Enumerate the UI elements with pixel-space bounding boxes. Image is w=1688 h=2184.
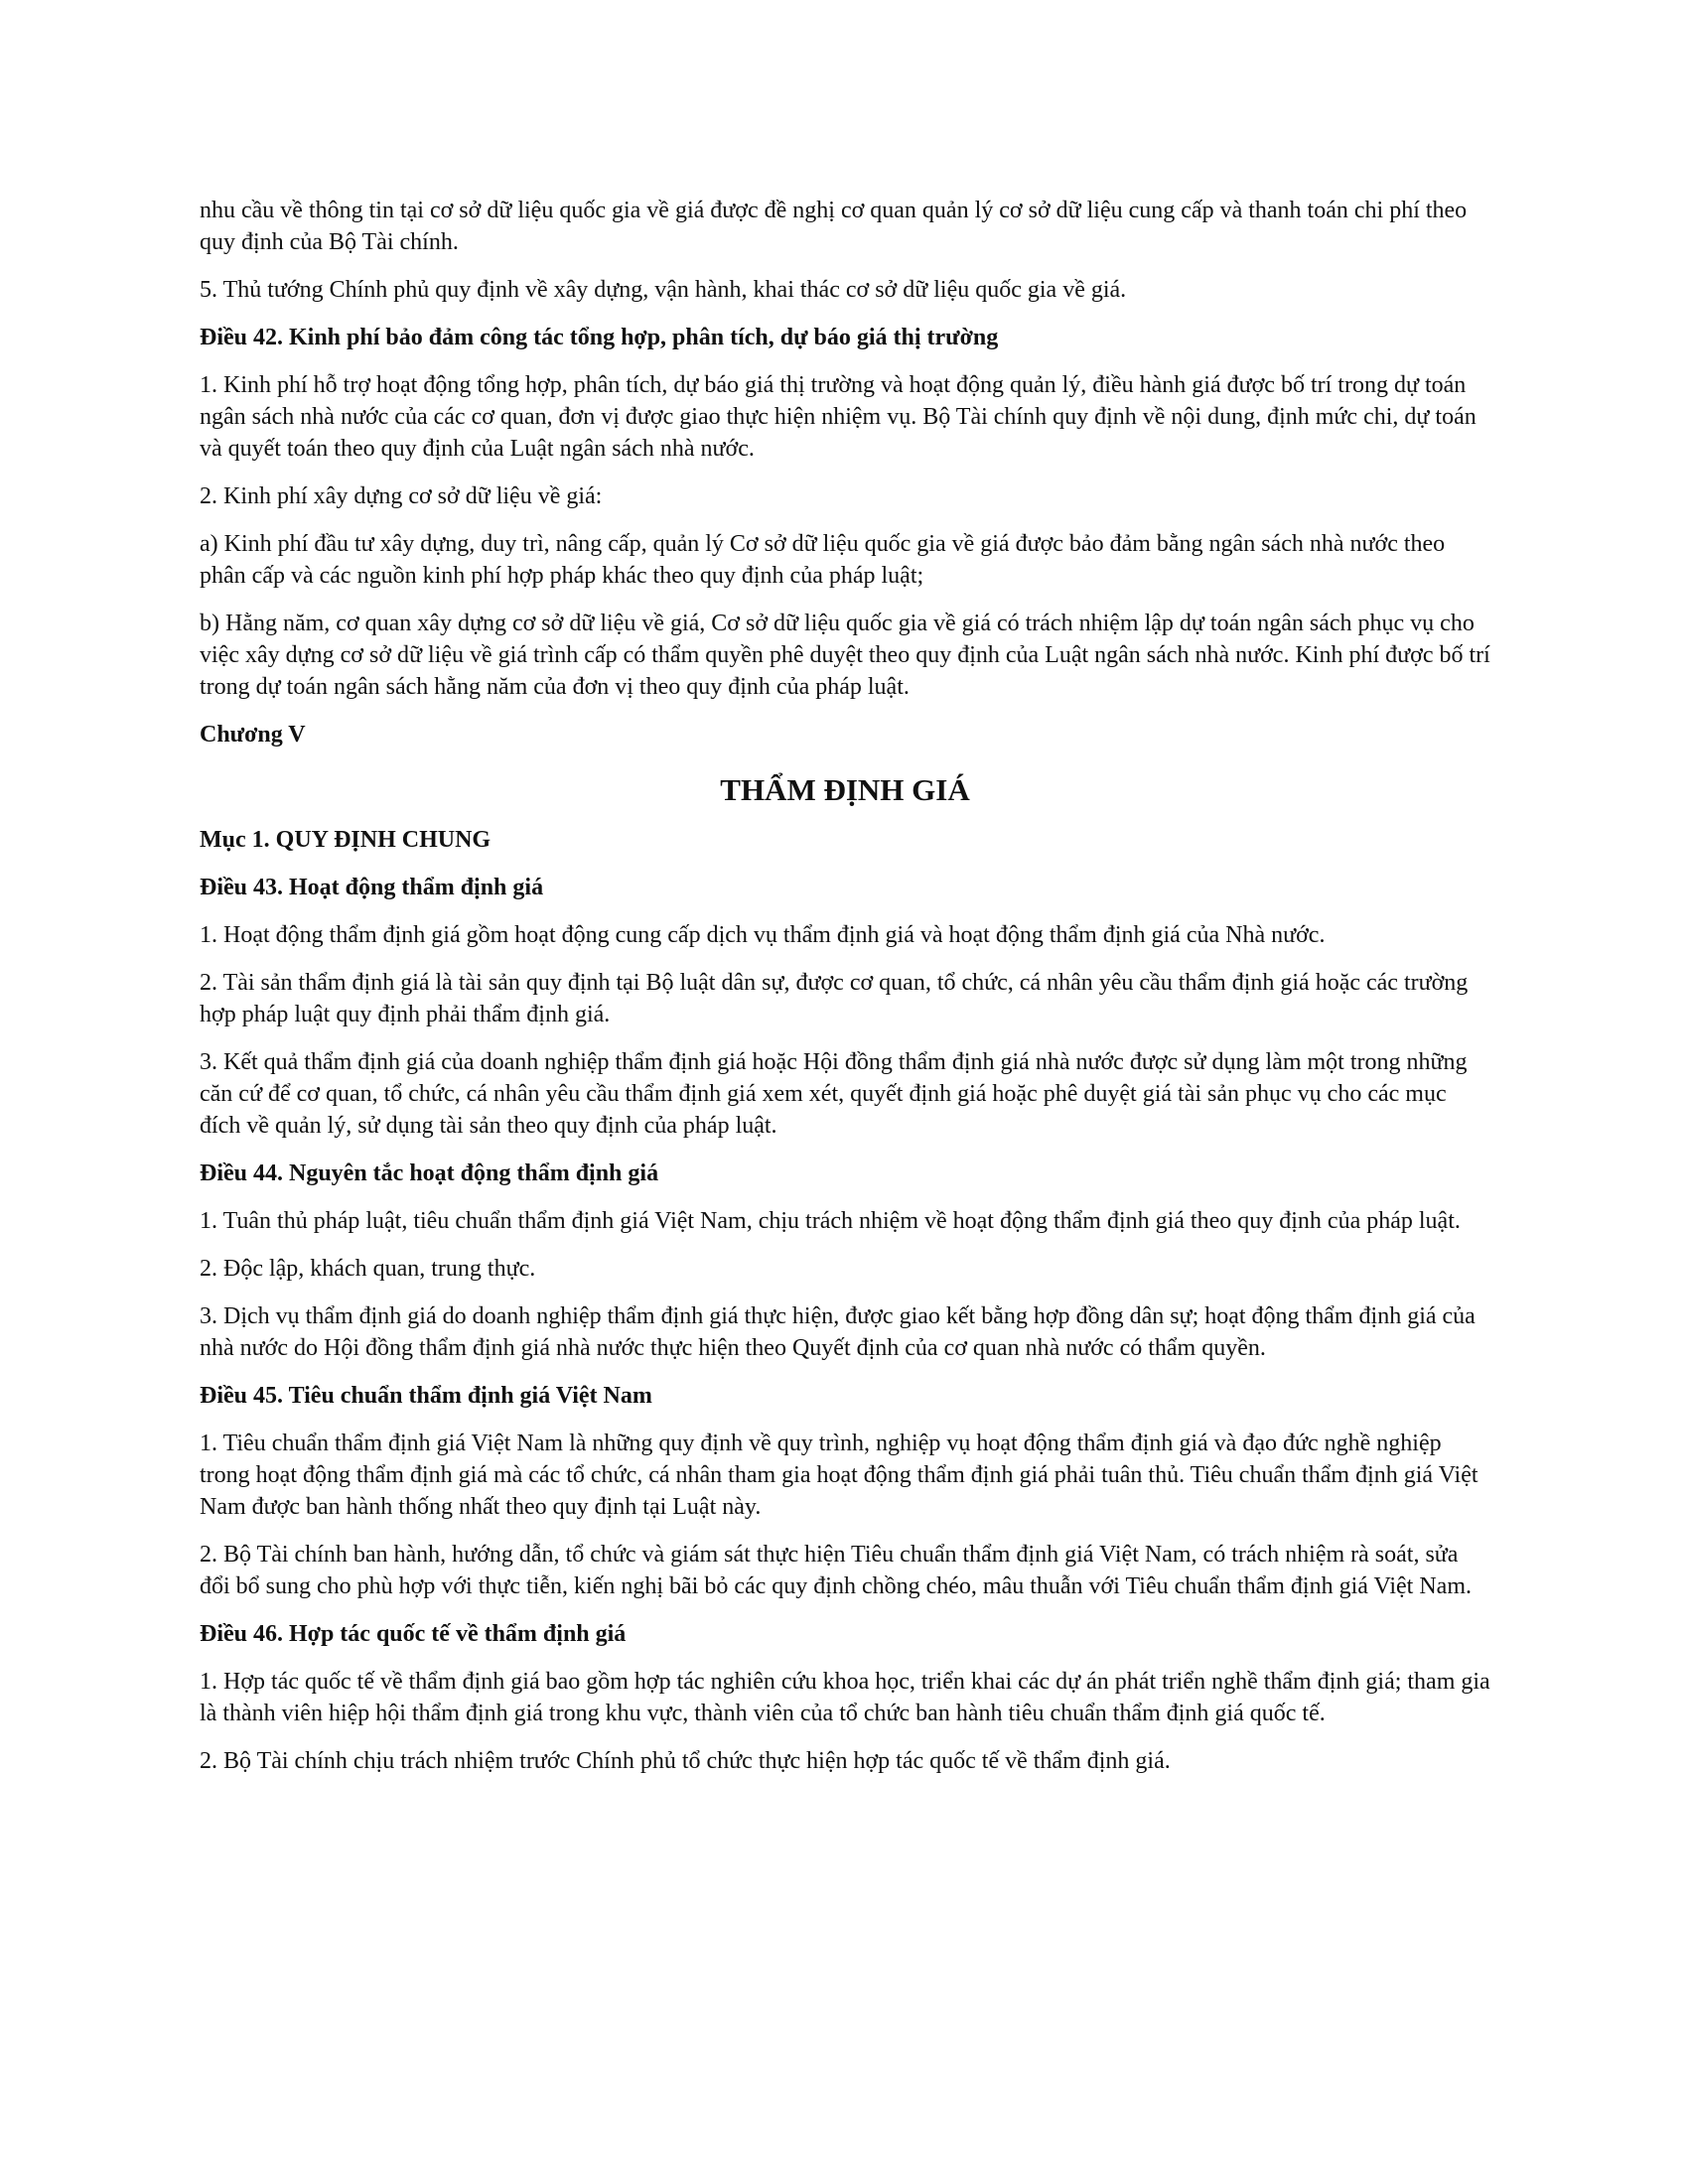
paragraph: 3. Dịch vụ thẩm định giá do doanh nghiệp thẩm định giá thực hiện, được giao kết bằng hợp đồng dân sự; hoạt động thẩm định giá của nhà nước do Hội đồng thẩm định giá nhà nước thực hiện theo Quyết định của cơ quan nhà nước có thẩm quyền. [200, 1303, 1476, 1361]
paragraph: 2. Bộ Tài chính ban hành, hướng dẫn, tổ chức và giám sát thực hiện Tiêu chuẩn thẩm định giá Việt Nam, có trách nhiệm rà soát, sửa đổi bổ sung cho phù hợp với thực tiễn, kiến nghị bãi bỏ các quy định chồng chéo, mâu thuẫn với Tiêu chuẩn thẩm định giá Việt Nam. [200, 1542, 1472, 1599]
paragraph: 2. Bộ Tài chính chịu trách nhiệm trước Chính phủ tổ chức thực hiện hợp tác quốc tế về thẩm định giá. [200, 1748, 1171, 1774]
paragraph: 1. Hoạt động thẩm định giá gồm hoạt động cung cấp dịch vụ thẩm định giá và hoạt động thẩm định giá của Nhà nước. [200, 922, 1326, 948]
paragraph: b) Hằng năm, cơ quan xây dựng cơ sở dữ liệu về giá, Cơ sở dữ liệu quốc gia về giá có trách nhiệm lập dự toán ngân sách phục vụ cho việc xây dựng cơ sở dữ liệu về giá trình cấp có thẩm quyền phê duyệt theo quy định của Luật ngân sách nhà nước. Kinh phí được bố trí trong dự toán ngân sách hằng năm của đơn vị theo quy định của pháp luật. [200, 611, 1490, 700]
paragraph: 2. Kinh phí xây dựng cơ sở dữ liệu về giá: [200, 483, 603, 509]
article-heading: Điều 46. Hợp tác quốc tế về thẩm định giá [200, 1621, 627, 1647]
paragraph: 1. Tuân thủ pháp luật, tiêu chuẩn thẩm định giá Việt Nam, chịu trách nhiệm về hoạt động thẩm định giá theo quy định của pháp luật. [200, 1208, 1461, 1234]
paragraph: 1. Hợp tác quốc tế về thẩm định giá bao gồm hợp tác nghiên cứu khoa học, triển khai các dự án phát triển nghề thẩm định giá; tham gia là thành viên hiệp hội thẩm định giá trong khu vực, thành viên của tổ chức ban hành tiêu chuẩn thẩm định giá quốc tế. [200, 1669, 1490, 1726]
article-heading: Điều 42. Kinh phí bảo đảm công tác tổng hợp, phân tích, dự báo giá thị trường [200, 325, 999, 350]
paragraph: 2. Tài sản thẩm định giá là tài sản quy định tại Bộ luật dân sự, được cơ quan, tổ chức, cá nhân yêu cầu thẩm định giá hoặc các trường hợp pháp luật quy định phải thẩm định giá. [200, 970, 1469, 1027]
section-heading: Mục 1. QUY ĐỊNH CHUNG [200, 827, 492, 853]
paragraph: a) Kinh phí đầu tư xây dựng, duy trì, nâng cấp, quản lý Cơ sở dữ liệu quốc gia về giá được bảo đảm bằng ngân sách nhà nước theo phân cấp và các nguồn kinh phí hợp pháp khác theo quy định của pháp luật; [200, 531, 1446, 589]
paragraph: nhu cầu về thông tin tại cơ sở dữ liệu quốc gia về giá được đề nghị cơ quan quản lý cơ sở dữ liệu cung cấp và thanh toán chi phí theo quy định của Bộ Tài chính. [200, 198, 1468, 255]
chapter-label: Chương V [200, 722, 306, 748]
paragraph: 5. Thủ tướng Chính phủ quy định về xây dựng, vận hành, khai thác cơ sở dữ liệu quốc gia về giá. [200, 277, 1127, 303]
document-page [200, 195, 1490, 1793]
paragraph: 2. Độc lập, khách quan, trung thực. [200, 1256, 536, 1282]
article-heading: Điều 45. Tiêu chuẩn thẩm định giá Việt Nam [200, 1383, 652, 1409]
paragraph: 3. Kết quả thẩm định giá của doanh nghiệp thẩm định giá hoặc Hội đồng thẩm định giá nhà nước được sử dụng làm một trong những căn cứ để cơ quan, tổ chức, cá nhân yêu cầu thẩm định giá xem xét, quyết định giá hoặc phê duyệt giá tài sản phục vụ cho các mục đích về quản lý, sử dụng tài sản theo quy định của pháp luật. [200, 1049, 1468, 1139]
chapter-title: THẨM ĐỊNH GIÁ [720, 772, 970, 807]
article-heading: Điều 44. Nguyên tắc hoạt động thẩm định giá [200, 1160, 659, 1186]
paragraph: 1. Kinh phí hỗ trợ hoạt động tổng hợp, phân tích, dự báo giá thị trường và hoạt động quản lý, điều hành giá được bố trí trong dự toán ngân sách nhà nước của các cơ quan, đơn vị được giao thực hiện nhiệm vụ. Bộ Tài chính quy định về nội dung, định mức chi, dự toán và quyết toán theo quy định của Luật ngân sách nhà nước. [200, 372, 1477, 462]
paragraph: 1. Tiêu chuẩn thẩm định giá Việt Nam là những quy định về quy trình, nghiệp vụ hoạt động thẩm định giá và đạo đức nghề nghiệp trong hoạt động thẩm định giá mà các tổ chức, cá nhân tham gia hoạt động thẩm định giá phải tuân thủ. Tiêu chuẩn thẩm định giá Việt Nam được ban hành thống nhất theo quy định tại Luật này. [200, 1431, 1478, 1520]
article-heading: Điều 43. Hoạt động thẩm định giá [200, 875, 544, 900]
